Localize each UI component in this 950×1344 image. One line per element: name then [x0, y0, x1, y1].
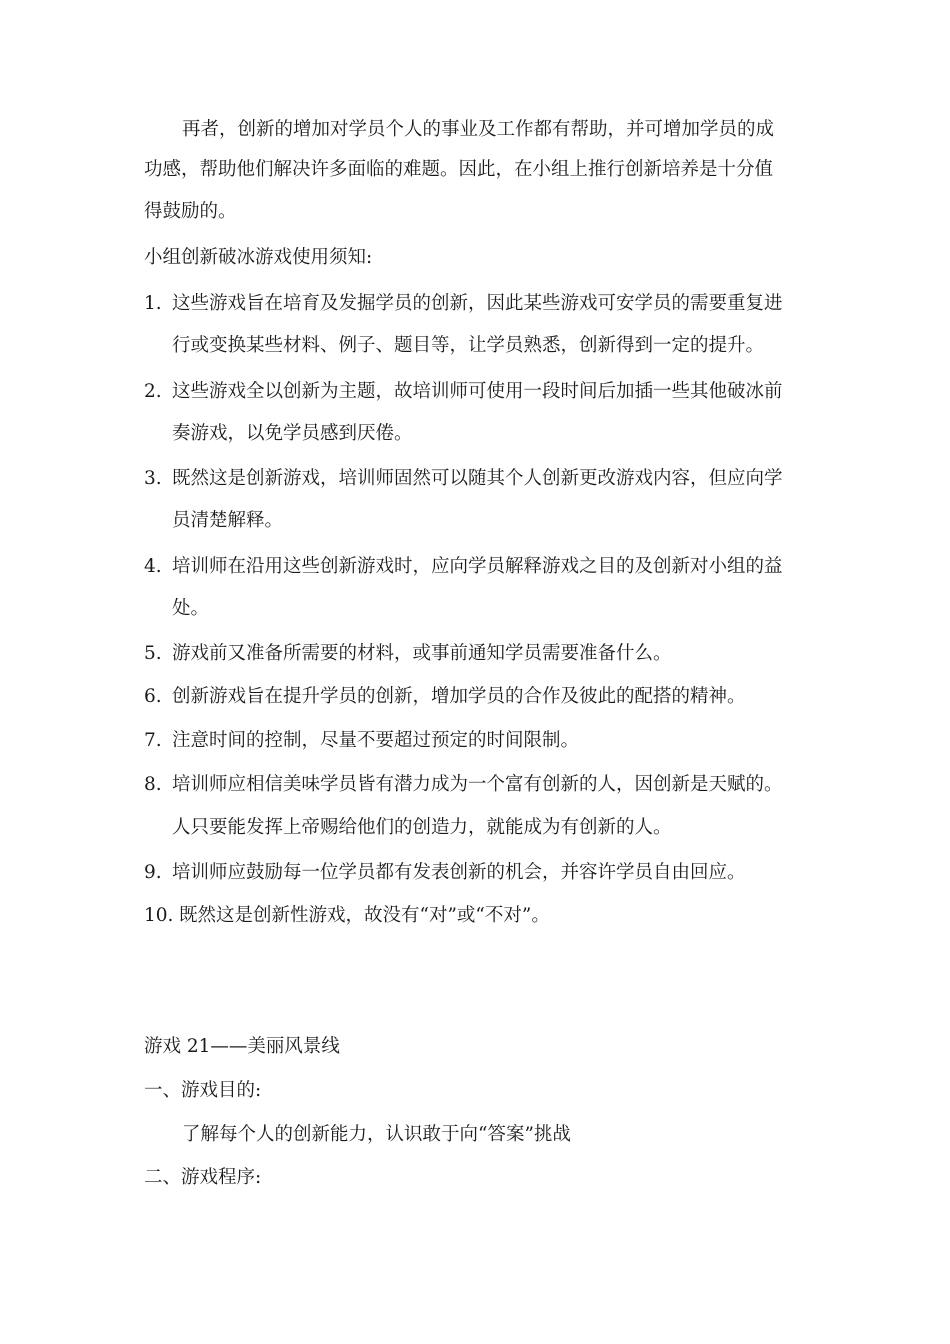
notes-heading: 小组创新破冰游戏使用须知:: [144, 247, 373, 268]
note-2-line-2: 奏游戏，以免学员感到厌倦。: [172, 423, 413, 444]
note-7-line-1: 注意时间的控制，尽量不要超过预定的时间限制。: [172, 730, 580, 751]
note-2-line-1: 这些游戏全以创新为主题，故培训师可使用一段时间后加插一些其他破冰前: [172, 381, 783, 402]
note-8-line-2: 人只要能发挥上帝赐给他们的创造力，就能成为有创新的人。: [172, 817, 672, 838]
section-1-text: 了解每个人的创新能力，认识敢于向“答案”挑战: [182, 1124, 571, 1145]
note-10-line-1: 既然这是创新性游戏，故没有“对”或“不对”。: [179, 905, 550, 926]
note-number-7: 7.: [144, 730, 162, 751]
intro-line-1: 再者，创新的增加对学员个人的事业及工作都有帮助，并可增加学员的成: [182, 119, 775, 140]
note-number-3: 3.: [144, 468, 162, 489]
note-6-line-1: 创新游戏旨在提升学员的创新，增加学员的合作及彼此的配搭的精神。: [172, 686, 746, 707]
note-5-line-1: 游戏前又准备所需要的材料，或事前通知学员需要准备什么。: [172, 643, 672, 664]
note-8-line-1: 培训师应相信美味学员皆有潜力成为一个富有创新的人，因创新是天赋的。: [172, 774, 783, 795]
note-3-line-2: 员清楚解释。: [172, 510, 284, 531]
note-number-8: 8.: [144, 774, 162, 795]
section-2-heading: 二、游戏程序:: [144, 1167, 262, 1188]
note-1-line-2: 行或变换某些材料、例子、题目等，让学员熟悉，创新得到一定的提升。: [172, 335, 765, 356]
note-3-line-1: 既然这是创新游戏，培训师固然可以随其个人创新更改游戏内容，但应向学: [172, 468, 783, 489]
game-title: 游戏 21——美丽风景线: [144, 1036, 340, 1057]
intro-line-3: 得鼓励的。: [144, 201, 237, 222]
note-number-5: 5.: [144, 643, 162, 664]
section-1-heading: 一、游戏目的:: [144, 1080, 262, 1101]
note-number-10: 10.: [144, 905, 174, 926]
intro-line-2: 功感，帮助他们解决许多面临的难题。因此，在小组上推行创新培养是十分值: [144, 159, 774, 180]
note-4-line-1: 培训师在沿用这些创新游戏时，应向学员解释游戏之目的及创新对小组的益: [172, 556, 783, 577]
note-1-line-1: 这些游戏旨在培育及发掘学员的创新，因此某些游戏可安学员的需要重复进: [172, 293, 783, 314]
note-number-6: 6.: [144, 686, 162, 707]
note-number-4: 4.: [144, 556, 162, 577]
note-number-9: 9.: [144, 862, 162, 883]
note-9-line-1: 培训师应鼓励每一位学员都有发表创新的机会，并容许学员自由回应。: [172, 862, 746, 883]
note-number-1: 1.: [144, 293, 162, 314]
note-number-2: 2.: [144, 381, 162, 402]
note-4-line-2: 处。: [172, 598, 210, 619]
